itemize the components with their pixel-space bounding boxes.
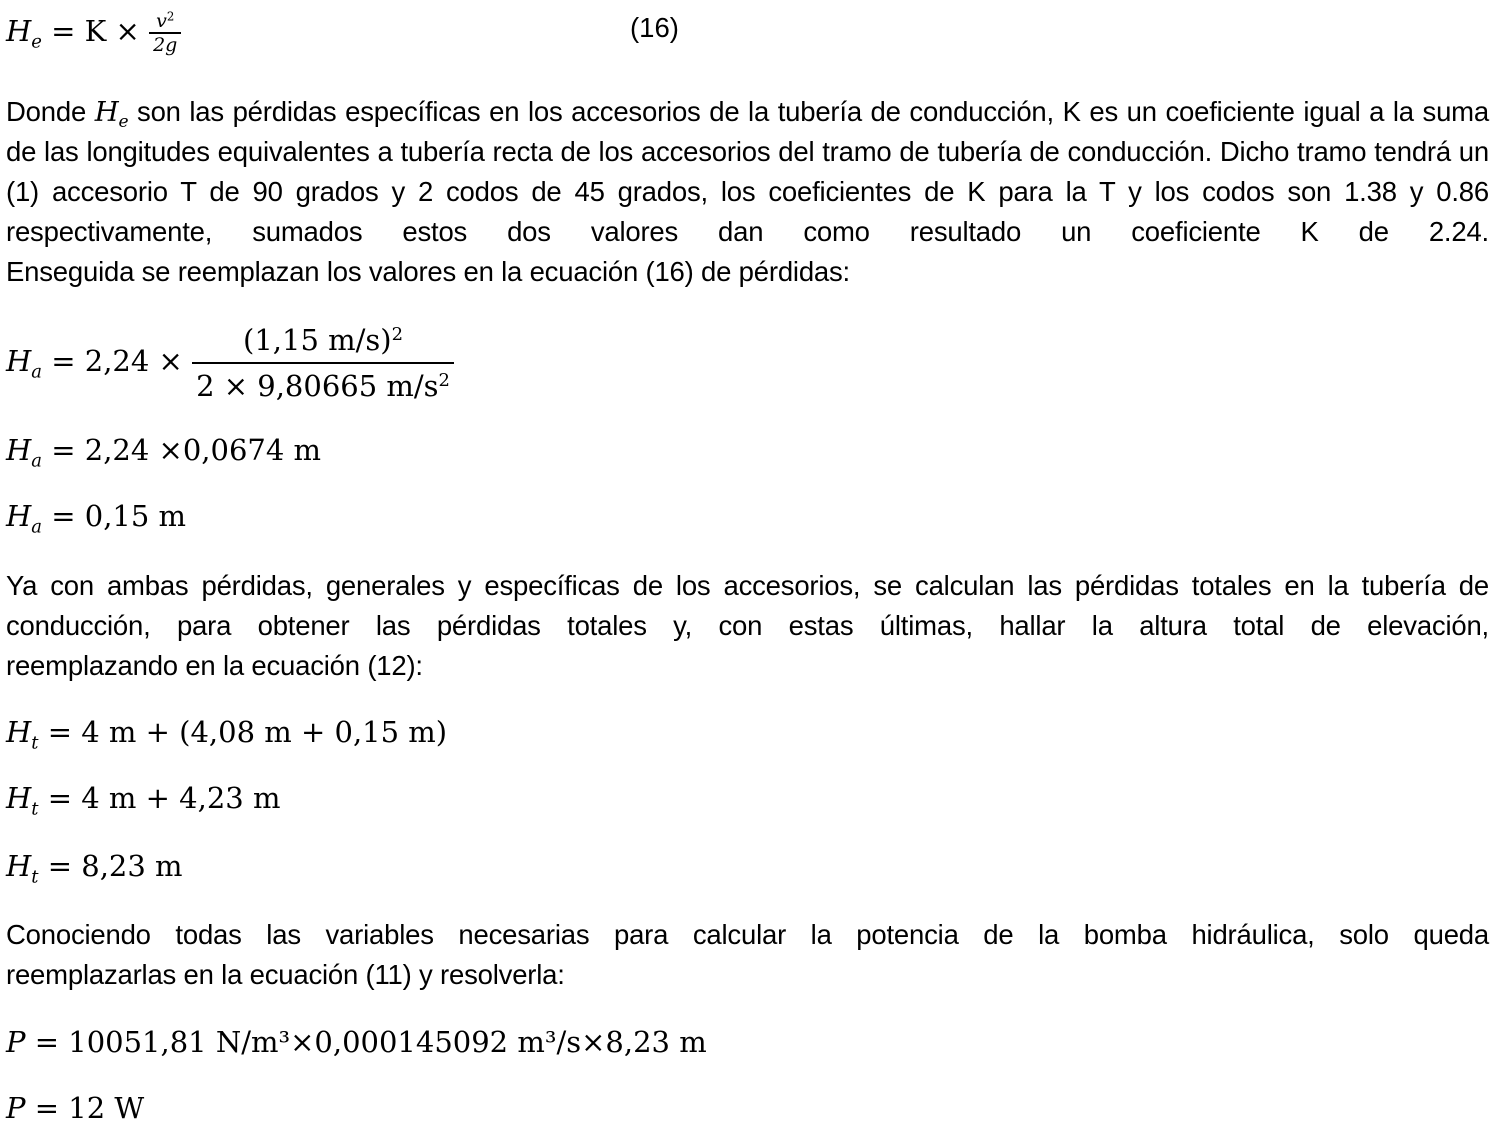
ht-equation-3 xyxy=(6,846,183,886)
ha1-sub: a xyxy=(31,361,43,383)
ht2-sub: t xyxy=(31,798,39,820)
ha3-expr: = 0,15 m xyxy=(51,499,187,533)
p2-var: P xyxy=(6,1091,26,1125)
ha1-num-exp: 2 xyxy=(391,324,404,346)
ha2-expr: = 2,24 ×0,0674 m xyxy=(51,433,322,467)
equation-number-16: (16) xyxy=(630,12,679,43)
eq16-rhs-prefix: = K × xyxy=(51,14,140,48)
ht1-var: H xyxy=(6,715,32,749)
ht1-sub: t xyxy=(31,732,39,754)
eq16-den: 2g xyxy=(149,32,181,56)
eq16-num-var: v xyxy=(156,10,167,32)
ha1-prefix: = 2,24 × xyxy=(51,344,183,378)
equation-16 xyxy=(6,10,181,56)
ha2-var: H xyxy=(6,433,32,467)
ht-equation-1 xyxy=(6,712,447,752)
eq16-lhs-sub: e xyxy=(31,31,42,53)
ha3-sub: a xyxy=(31,516,43,538)
ht2-var: H xyxy=(6,781,32,815)
eq16-fraction xyxy=(149,10,181,56)
ht-equation-2 xyxy=(6,778,280,818)
eq16-num-exp: 2 xyxy=(166,9,175,24)
ha3-var: H xyxy=(6,499,32,533)
ht3-sub: t xyxy=(31,866,39,888)
paragraph-2-last-line: reemplazando en la ecuación (12): xyxy=(6,650,423,681)
paragraph-1-var-sub: e xyxy=(118,111,129,132)
paragraph-1-var: H xyxy=(94,96,119,128)
p1-expr: = 10051,81 N/m³×0,000145092 m³/s×8,23 m xyxy=(34,1025,707,1059)
ha-equation-2 xyxy=(6,430,321,470)
p1-var: P xyxy=(6,1025,26,1059)
ht1-expr: = 4 m + (4,08 m + 0,15 m) xyxy=(47,715,448,749)
ht3-var: H xyxy=(6,849,32,883)
paragraph-1 xyxy=(6,92,1489,292)
ht3-expr: = 8,23 m xyxy=(47,849,183,883)
p-equation-2 xyxy=(6,1088,144,1128)
paragraph-2 xyxy=(6,566,1489,686)
ht2-expr: = 4 m + 4,23 m xyxy=(47,781,281,815)
paragraph-3-last-line: reemplazarlas en la ecuación (11) y resolverla: xyxy=(6,959,565,990)
ha1-numerator: (1,15 m/s) xyxy=(243,323,392,357)
p2-expr: = 12 W xyxy=(34,1091,145,1125)
ha1-den-exp: 2 xyxy=(438,370,450,392)
p-equation-1 xyxy=(6,1022,707,1062)
ha1-var: H xyxy=(6,344,32,378)
paragraph-3 xyxy=(6,915,1489,995)
eq16-lhs-var: H xyxy=(6,14,32,48)
ha2-sub: a xyxy=(31,450,43,472)
ha1-fraction xyxy=(192,318,454,408)
paragraph-3-body: Conociendo todas las variables necesarias para calcular la potencia de la bomba hidráulica, solo queda xyxy=(6,919,1489,950)
ha-equation-3 xyxy=(6,496,186,536)
paragraph-2-body: Ya con ambas pérdidas, generales y específicas de los accesorios, se calculan las pérdidas totales en la tubería de conducción, para obtener las pérdidas totales y, con estas últimas, hallar la altura total de elevación, xyxy=(6,570,1489,641)
paragraph-1-last-line: Enseguida se reemplazan los valores en la ecuación (16) de pérdidas: xyxy=(6,256,851,287)
paragraph-1-rest: son las pérdidas específicas en los accesorios de la tubería de conducción, K es un coeficiente igual a la suma de las longitudes equivalentes a tubería recta de los accesorios del tramo de tubería de conducción. Dicho tramo tendrá un (1) accesorio T de 90 grados y 2 codos de 45 grados, los coeficientes de K para la T y los codos son 1.38 y 0.86 respectivamente, sumados estos dos valores dan como resultado un coeficiente K de 2.24. xyxy=(6,96,1489,247)
ha-equation-1 xyxy=(6,318,454,408)
paragraph-1-start: Donde xyxy=(6,96,87,127)
ha1-denominator: 2 × 9,80665 m/s xyxy=(196,369,439,403)
paragraph-1-body xyxy=(6,92,1489,252)
